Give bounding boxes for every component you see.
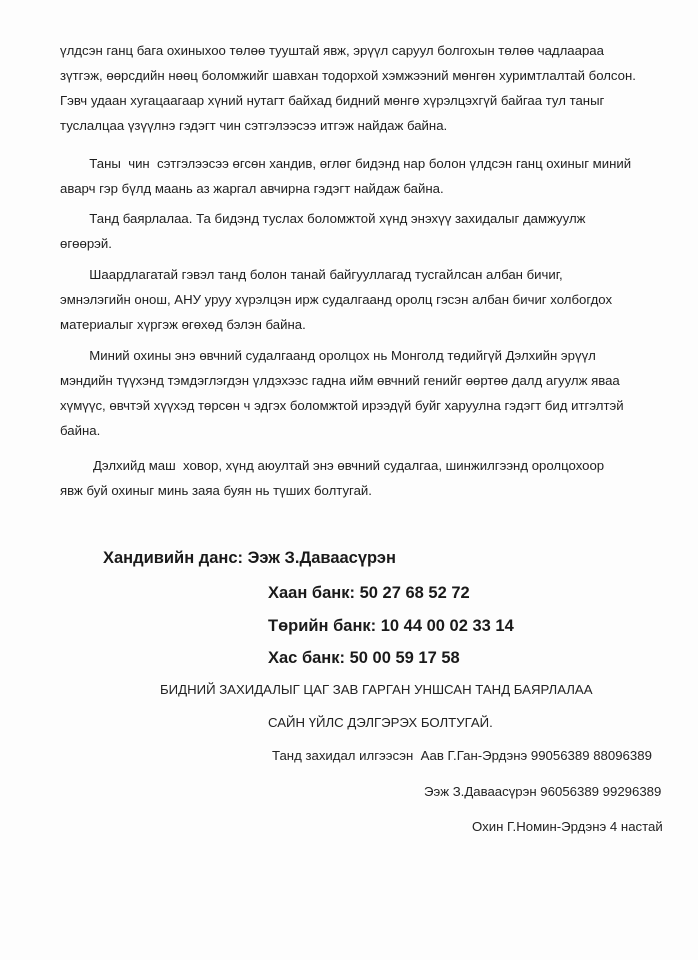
bank-khas: Хас банк: 50 00 59 17 58 xyxy=(268,649,460,667)
paragraph-3 xyxy=(60,206,680,256)
text-line: Шаардлагатай гэвэл танд болон танай байгууллагад тусгайлсан албан бичиг, xyxy=(60,267,563,282)
text-line: Дэлхийд маш ховор, хүнд аюултай энэ өвчний судалгаа, шинжилгээнд оролцохоор xyxy=(60,458,605,473)
text-line: Гэвч удаан хугацаагаар хүний нутагт байхад бидний мөнгө хүрэлцэхгүй байгаа тул таныг xyxy=(60,93,605,108)
text-line: зүтгэж, өөрсдийн нөөц боломжийг шавхан тодорхой хэмжээний мөнгөн хуримтлалтай болсон. xyxy=(60,68,636,83)
signature-daughter: Охин Г.Номин-Эрдэнэ 4 настай xyxy=(472,819,663,834)
text-line: хүмүүс, өвчтэй хүүхэд төрсөн ч эдгэх боломжтой ирээдүй буйг харуулна гэдэгт бид итгэлтэй xyxy=(60,398,624,413)
text-line: Таны чин сэтгэлээсээ өгсөн хандив, өглөг бидэнд нар болон үлдсэн ганц охиныг миний xyxy=(60,156,632,171)
closing-wish: САЙН ҮЙЛС ДЭЛГЭРЭХ БОЛТУГАЙ. xyxy=(268,715,493,730)
signature-father: Танд захидал илгээсэн Аав Г.Ган-Эрдэнэ 99056389 88096389 xyxy=(272,748,652,763)
paragraph-6 xyxy=(60,453,680,503)
text-line: байна. xyxy=(60,423,101,438)
paragraph-5 xyxy=(60,343,680,443)
donation-holder: Ээж З.Даваасүрэн xyxy=(247,549,396,567)
text-line: материалыг хүргэж өгөхөд бэлэн байна. xyxy=(60,317,306,332)
text-line: үлдсэн ганц бага охиныхоо төлөө тууштай явж, эрүүл саруул болгохын төлөө чадлаараа xyxy=(60,43,604,58)
text-line: Миний охины энэ өвчний судалгаанд оролцох нь Монголд төдийгүй Дэлхийн эрүүл xyxy=(60,348,596,363)
paragraph-4 xyxy=(60,262,680,337)
paragraph-2 xyxy=(60,151,680,201)
text-line: Танд баярлалаа. Та бидэнд туслах боломжтой хүнд энэхүү захидалыг дамжуулж xyxy=(60,211,586,226)
donation-account-line xyxy=(103,549,396,568)
text-line: мэндийн түүхэнд тэмдэглэгдэн үлдэхээс гадна ийм өвчний генийг өөртөө далд агуулж яваа xyxy=(60,373,620,388)
text-line: аварч гэр бүлд маань аз жаргал авчирна гэдэгт найдаж байна. xyxy=(60,181,444,196)
signature-mother: Ээж З.Даваасүрэн 96056389 99296389 xyxy=(424,784,662,799)
text-line: эмнэлэгийн онош, АНУ уруу хүрэлцэн ирж судалгаанд оролц гэсэн албан бичиг холбогдох xyxy=(60,292,613,307)
text-line: явж буй охиныг минь заяа буян нь түших болтугай. xyxy=(60,483,372,498)
text-line: өгөөрэй. xyxy=(60,236,112,251)
text-line: туслалцаа үзүүлнэ гэдэгт чин сэтгэлээсээ итгэж найдаж байна. xyxy=(60,118,448,133)
paragraph-1 xyxy=(60,38,680,138)
closing-thanks: БИДНИЙ ЗАХИДАЛЫГ ЦАГ ЗАВ ГАРГАН УНШСАН ТАНД БАЯРЛАЛАА xyxy=(160,682,593,697)
donation-label: Хандивийн данс: xyxy=(103,549,248,567)
bank-turiin: Төрийн банк: 10 44 00 02 33 14 xyxy=(268,617,514,635)
bank-khan: Хаан банк: 50 27 68 52 72 xyxy=(268,584,470,602)
